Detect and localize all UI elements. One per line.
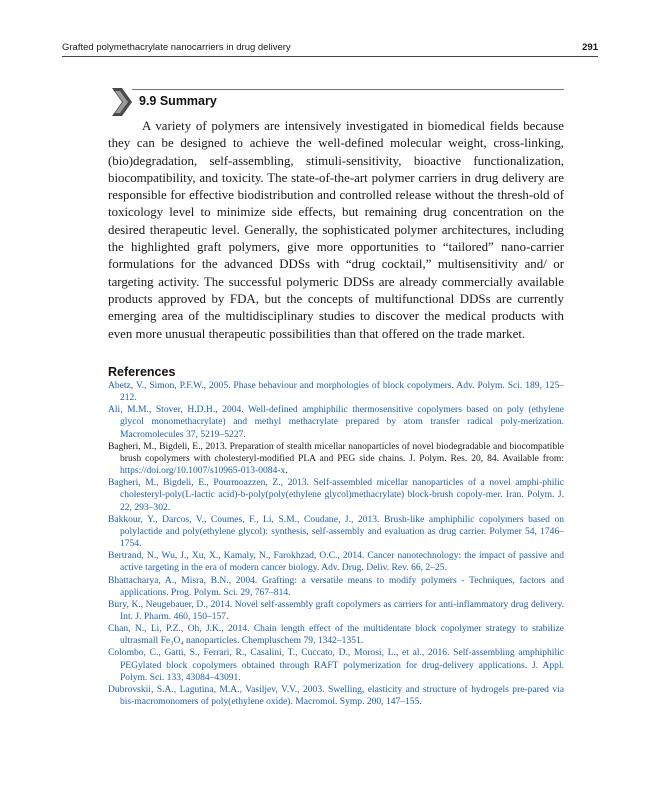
reference-item[interactable]: Colombo, C., Gatti, S., Ferrari, R., Casalini, T., Cuccato, D., Morosi, L., et al., 2016. Self-assembling amphiphilic PEGylated block copolymers obtained through RAFT polymerization for drug-delivery applications. J. Appl. Polym. Sci. 133, 43084–43091.	[108, 647, 564, 683]
doi-link[interactable]: https://doi.org/10.1007/s10965-013-0084-x	[120, 465, 286, 477]
running-head	[62, 42, 598, 56]
summary-section	[108, 118, 564, 343]
reference-item[interactable]: Abetz, V., Simon, P.F.W., 2005. Phase behaviour and morphologies of block copolymers. Adv. Polym. Sci. 189, 125–212.	[108, 380, 564, 404]
section-rule	[132, 89, 564, 90]
summary-paragraph: A variety of polymers are intensively investigated in biomedical fields because they can be designed to achieve the well-defined molecular weight, cross-linking, (bio)degradation, self-assembling, stimuli-sensitivity, bioactive functionalization, biocompatibility, and toxicity. The state-of-the-art polymer carriers in drug delivery are responsible for effective biodistribution and controlled release without the thresh-old of toxicology level to minimize side effects, but remaining drug concentration on the desired therapeutic level. Generally, the sophisticated polymer architectures, including the highlighted graft polymers, give more opportunities to “tailored” nano-carrier formulations for the advanced DDSs with “drug cocktail,” multisensitivity and/ or targeting activity. The successful polymeric DDSs are already commercially available products approved by FDA, but the concepts of multifunctional DDSs are currently emerging area of the multidisciplinary studies to discover the medical products with even more unusual therapeutic possibilities than that offered on the trade market.	[108, 119, 564, 341]
reference-item[interactable]: Bhattacharya, A., Misra, B.N., 2004. Grafting: a versatile means to modify polymers - Techniques, factors and applications. Prog. Polym. Sci. 29, 767–814.	[108, 574, 564, 598]
reference-list	[108, 380, 564, 708]
references-heading: References	[108, 365, 176, 379]
reference-item[interactable]: Bertrand, N., Wu, J., Xu, X., Kamaly, N., Farokhzad, O.C., 2014. Cancer nanotechnology: the impact of passive and active targeting in the era of modern cancer biology. Adv. Drug. Deliv. Rev. 66, 2–25.	[108, 550, 564, 574]
reference-item[interactable]: Chan, N., Li, P.Z., Oh, J.K., 2014. Chain length effect of the multidentate block copolymer strategy to stabilize ultrasmall Fe₃O₄ nanoparticles. Chempluschem 79, 1342–1351.	[108, 623, 564, 647]
reference-item[interactable]: Dubrovskii, S.A., Lagutina, M.A., Vasiljev, V.V., 2003. Swelling, elasticity and structure of hydrogels pre-pared via bis-macromonomers of poly(ethylene oxide). Macromol. Symp. 200, 147–155.	[108, 683, 564, 708]
reference-item[interactable]: Bury, K., Neugebauer, D., 2014. Novel self-assembly graft copolymers as carriers for anti-inflammatory drug delivery. Int. J. Pharm. 460, 150–157.	[108, 598, 564, 622]
section-chevron-icon	[112, 88, 132, 116]
running-head-title: Grafted polymethacrylate nanocarriers in drug delivery	[62, 42, 291, 53]
reference-item[interactable]: Bakkour, Y., Darcos, V., Coumes, F., Li, S.M., Coudane, J., 2013. Brush-like amphiphilic copolymers based on polylactide and poly(ethylene glycol): synthesis, self-assembly and evaluation as drug carrier. Polymer 54, 1746–1754.	[108, 513, 564, 550]
reference-item: Bagheri, M., Bigdeli, E., 2013. Preparation of stealth micellar nanoparticles of novel biodegradable and biocompatible brush copolymers with cholesteryl-modified PLA and PEG side chains. J. Polym. Res. 20, 84. Available from: https://doi.org/10.1007/s10965-013-0084-x.	[108, 440, 564, 477]
page-number: 291	[582, 42, 598, 53]
reference-item[interactable]: Ali, M.M., Stover, H.D.H., 2004. Well-defined amphiphilic thermosensitive copolymers based on poly (ethylene glycol monomethacrylate) and methyl methacrylate prepared by atom transfer radical poly-merization. Macromolecules 37, 5219–5227.	[108, 404, 564, 440]
header-rule	[62, 56, 598, 57]
section-title: 9.9 Summary	[139, 94, 217, 108]
reference-item[interactable]: Bagheri, M., Bigdeli, E., Pourmoazzen, Z., 2013. Self-assembled micellar nanoparticles of a novel amphi-philic cholesteryl-poly(L-lactic acid)-b-poly(poly(ethylene glycol)methacrylate) block-brush copoly-mer. Iran. Polym. J. 22, 293–302.	[108, 477, 564, 513]
